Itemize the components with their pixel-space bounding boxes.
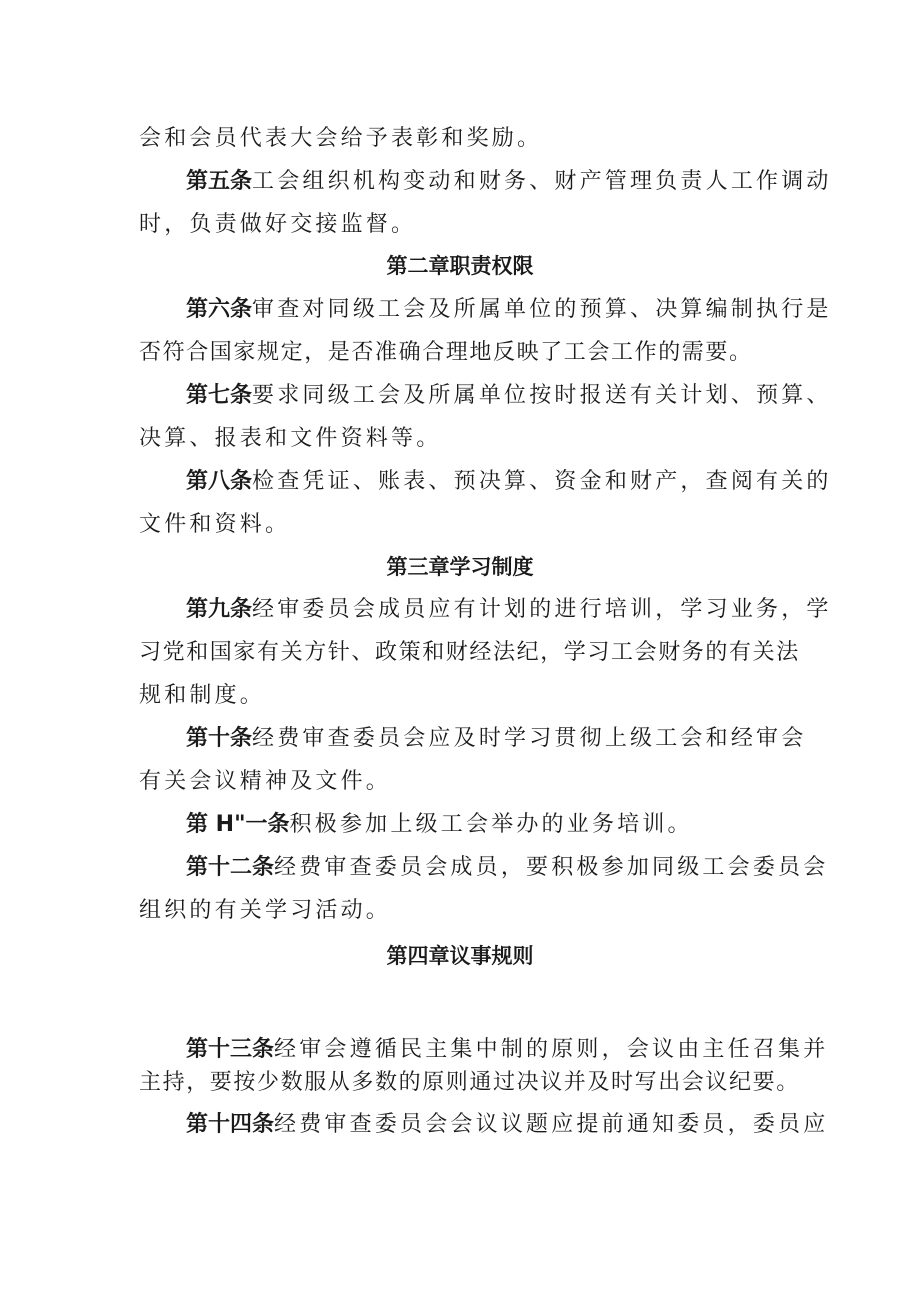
- paragraph-line: [139, 1068, 800, 1098]
- line-text: 经审会遵循民主集中制的原则，会议由主任召集并: [274, 1037, 829, 1062]
- line-text: 文件和资料。: [139, 512, 291, 537]
- article-label: 第十四条: [186, 1112, 275, 1137]
- line-text: 经费审查委员会应及时学习贯彻上级工会和经审会: [252, 726, 807, 751]
- article-label: 第十二条: [186, 855, 275, 880]
- chapter-3-heading: 第三章学习制度: [386, 555, 534, 579]
- paragraph-line: [139, 424, 789, 454]
- article-5-line: [186, 167, 832, 197]
- chapter-4-heading: 第四章议事规则: [386, 944, 534, 968]
- paragraph-line: [139, 638, 800, 668]
- paragraph-line: [139, 681, 789, 711]
- line-text: 经审委员会成员应有计划的进行培训，学习业务，学: [252, 597, 832, 622]
- line-text: 习党和国家有关方针、政策和财经法纪，学习工会财务的有关法: [139, 640, 800, 665]
- line-text: 经费审查委员会会议议题应提前通知委员，委员应: [274, 1112, 829, 1137]
- line-text: 有关会议精神及文件。: [139, 769, 392, 794]
- article-label: 第五条: [186, 169, 253, 194]
- chapter-2-heading: 第二章职责权限: [386, 254, 534, 278]
- article-label: 第八条: [186, 469, 253, 494]
- article-6-line: [186, 295, 832, 325]
- article-label: 第七条: [186, 383, 253, 408]
- paragraph-line: [139, 210, 789, 240]
- line-text: 时，负责做好交接监督。: [139, 212, 417, 237]
- line-text: 检查凭证、账表、预决算、资金和财产，查阅有关的: [252, 469, 832, 494]
- article-11-line: [186, 810, 796, 840]
- article-label: 第 H"一条: [186, 812, 290, 837]
- line-text: 工会组织机构变动和财务、财产管理负责人工作调动: [252, 169, 832, 194]
- line-text: 组织的有关学习活动。: [139, 898, 392, 923]
- article-label: 第六条: [186, 297, 253, 322]
- article-9-line: [186, 595, 832, 625]
- article-label: 第九条: [186, 597, 253, 622]
- line-text: 否符合国家规定，是否准确合理地反映了工会工作的需要。: [139, 340, 753, 365]
- article-12-line: [186, 853, 829, 883]
- line-text: 主持，要按少数服从多数的原则通过决议并及时写出会议纪要。: [139, 1070, 800, 1095]
- line-text: 会和会员代表大会给予表彰和奖励。: [139, 126, 543, 151]
- article-7-line: [186, 381, 832, 411]
- line-text: 要求同级工会及所属单位按时报送有关计划、预算、: [252, 383, 832, 408]
- line-text: 积极参加上级工会举办的业务培训。: [289, 812, 693, 837]
- paragraph-line: [139, 767, 789, 797]
- article-8-line: [186, 467, 832, 497]
- line-text: 经费审查委员会成员，要积极参加同级工会委员会: [274, 855, 829, 880]
- paragraph-line: [139, 510, 789, 540]
- article-label: 第十三条: [186, 1037, 275, 1062]
- article-14-line: [186, 1110, 829, 1140]
- line-text: 决算、报表和文件资料等。: [139, 426, 442, 451]
- article-13-line: [186, 1035, 829, 1065]
- line-text: 规和制度。: [139, 683, 266, 708]
- article-label: 第十条: [186, 726, 253, 751]
- paragraph-line: [139, 338, 789, 368]
- paragraph-line: [139, 896, 789, 926]
- article-10-line: [186, 724, 807, 754]
- paragraph-line: [139, 124, 789, 154]
- line-text: 审查对同级工会及所属单位的预算、决算编制执行是: [252, 297, 832, 322]
